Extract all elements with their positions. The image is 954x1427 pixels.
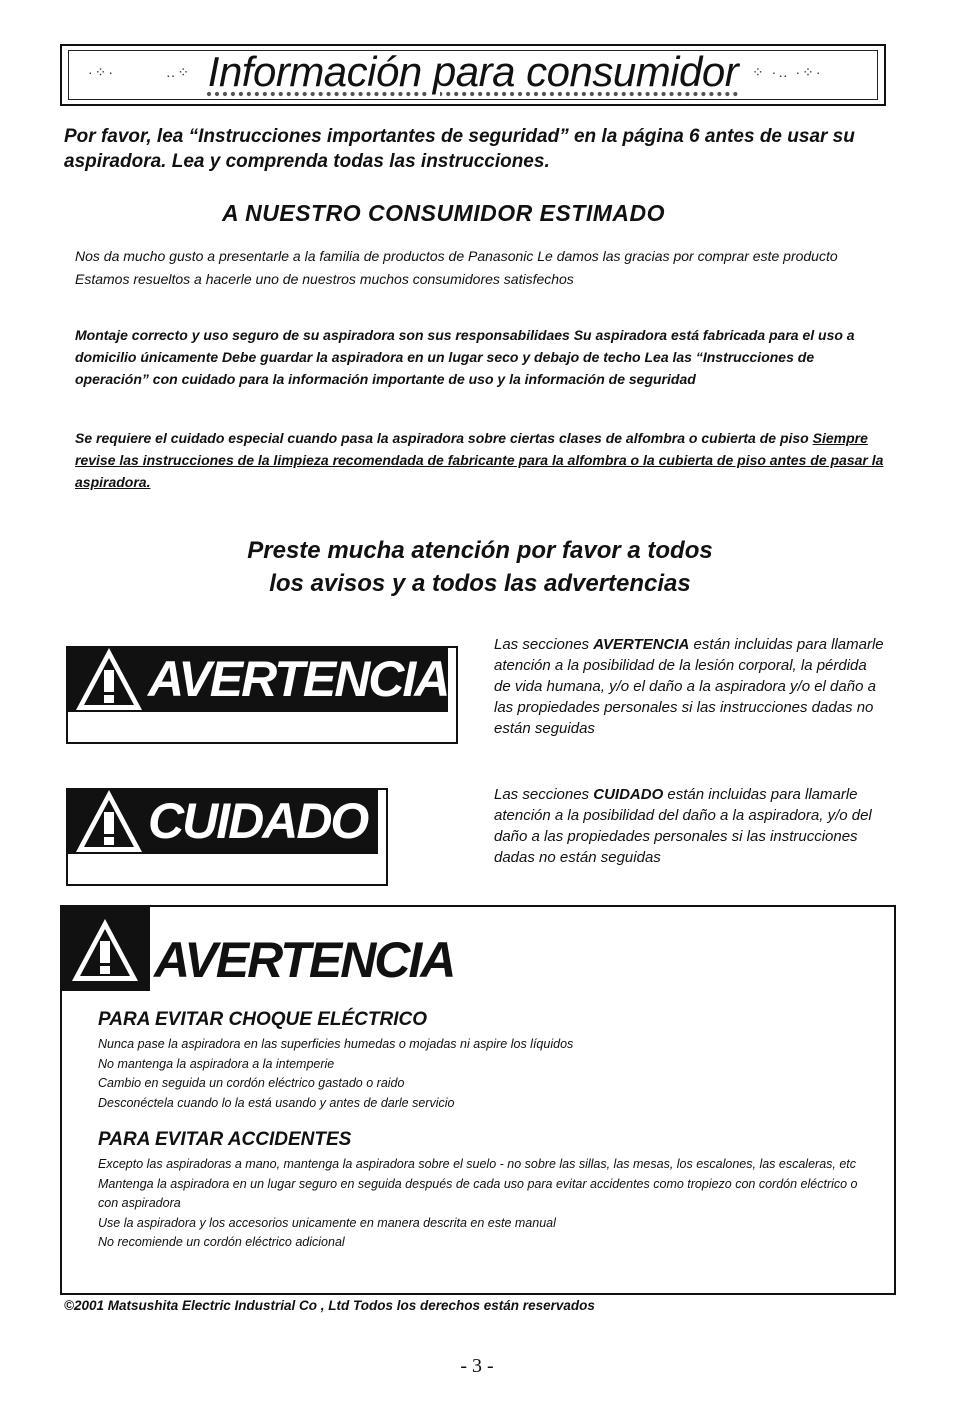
caution-desc-key: CUIDADO bbox=[593, 786, 664, 803]
attention-heading bbox=[140, 534, 820, 600]
safety-warning-panel bbox=[60, 905, 896, 1295]
warning-label-fill bbox=[66, 646, 448, 712]
carpet-care-paragraph bbox=[75, 427, 885, 493]
decorative-specks: ‥⁘ bbox=[166, 64, 192, 80]
list-item: Cambio en seguida un cordón eléctrico gastado o raido bbox=[98, 1076, 405, 1090]
warning-description bbox=[494, 634, 884, 739]
panel-warning-triangle-icon bbox=[68, 915, 142, 985]
decorative-specks: ⁘ ·‥ ·⁘· bbox=[752, 64, 823, 80]
accidents-list bbox=[98, 1155, 878, 1253]
responsibility-paragraph: Montaje correcto y uso seguro de su aspiradora son sus responsabilidaes Su aspiradora está fabricada para el uso a domicilio únicamente Debe guardar la aspiradora en un lugar seco y debajo de techo Lea las “Instrucciones de operación” con cuidado para la información importante de uso y la información de seguridad bbox=[75, 327, 855, 387]
page-title: Información para consumidor bbox=[207, 48, 739, 95]
copyright-notice: ©2001 Matsushita Electric Industrial Co , Ltd Todos los derechos están reservados bbox=[64, 1298, 595, 1313]
attention-line-1: Preste mucha atención por favor a todos bbox=[247, 537, 713, 564]
attention-line-2: los avisos y a todos las advertencias bbox=[269, 570, 691, 597]
intro-notice: Por favor, lea “Instrucciones importantes de seguridad” en la página 6 antes de usar su aspiradora. Lea y comprenda todas las instrucciones. bbox=[64, 126, 855, 172]
warning-desc-pre: Las secciones bbox=[494, 636, 594, 653]
panel-warning-heading: AVERTENCIA bbox=[154, 932, 455, 988]
electric-shock-list bbox=[98, 1035, 878, 1113]
caution-label bbox=[66, 788, 388, 886]
decorative-specks: ·⁘· bbox=[88, 64, 116, 80]
list-item: No mantenga la aspiradora a la intemperie bbox=[98, 1056, 335, 1071]
warning-desc-post: están incluidas para llamarle atención a la posibilidad de la lesión corporal, la pérdida de vida humana, y/o el daño a la aspiradora y/o el daño a las propiedades personales si las instrucciones dadas no están seguidas bbox=[494, 636, 884, 737]
warning-triangle-icon bbox=[72, 644, 146, 714]
warning-label-text: AVERTENCIA bbox=[148, 651, 449, 707]
list-item: Desconéctela cuando lo la está usando y antes de darle servicio bbox=[98, 1095, 455, 1110]
caution-label-text: CUIDADO bbox=[148, 793, 368, 849]
list-item: Excepto las aspiradoras a mano, mantenga la aspiradora sobre el suelo - no sobre las sillas, las mesas, los escalones, las escaleras, etc bbox=[98, 1157, 857, 1171]
title-box bbox=[60, 44, 886, 106]
list-item: No recomiende un cordón eléctrico adicional bbox=[98, 1235, 345, 1249]
electric-shock-heading: PARA EVITAR CHOQUE ELÉCTRICO bbox=[98, 1009, 427, 1030]
warning-label bbox=[66, 646, 458, 744]
list-item: Use la aspiradora y los accesorios unicamente en manera descrita en este manual bbox=[98, 1215, 556, 1230]
page-number: - 3 - bbox=[460, 1355, 494, 1377]
warning-desc-key: AVERTENCIA bbox=[593, 636, 690, 653]
carpet-care-text: Se requiere el cuidado especial cuando pasa la aspiradora sobre ciertas clases de alfombra o cubierta de piso bbox=[75, 430, 813, 446]
consumer-heading: A NUESTRO CONSUMIDOR ESTIMADO bbox=[222, 200, 665, 226]
panel-warning-head bbox=[60, 905, 150, 991]
caution-label-fill bbox=[66, 788, 378, 854]
caution-desc-pre: Las secciones bbox=[494, 786, 594, 803]
caution-description bbox=[494, 784, 884, 868]
caution-triangle-icon bbox=[72, 786, 146, 856]
welcome-paragraph: Nos da mucho gusto a presentarle a la familia de productos de Panasonic Le damos las gracias por comprar este producto Estamos resueltos a hacerle uno de nuestros muchos consumidores satisfechos bbox=[75, 248, 838, 287]
list-item: Mantenga la aspiradora en un lugar seguro en seguida después de cada uso para evitar accidentes como tropiezo con cordón eléctrico o con aspiradora bbox=[98, 1176, 858, 1210]
accidents-heading: PARA EVITAR ACCIDENTES bbox=[98, 1129, 352, 1150]
caution-desc-post: están incluidas para llamarle atención a la posibilidad del daño a la aspiradora, y/o del daño a las propiedades personales si las instrucciones dadas no están seguidas bbox=[494, 786, 872, 866]
list-item: Nunca pase la aspiradora en las superficies humedas o mojadas ni aspire los líquidos bbox=[98, 1037, 574, 1051]
carpet-care-underlined: Siempre revise las instrucciones de la limpieza recomendada de fabricante para la alfombra o la cubierta de piso antes de pasar la aspiradora. bbox=[75, 430, 884, 490]
